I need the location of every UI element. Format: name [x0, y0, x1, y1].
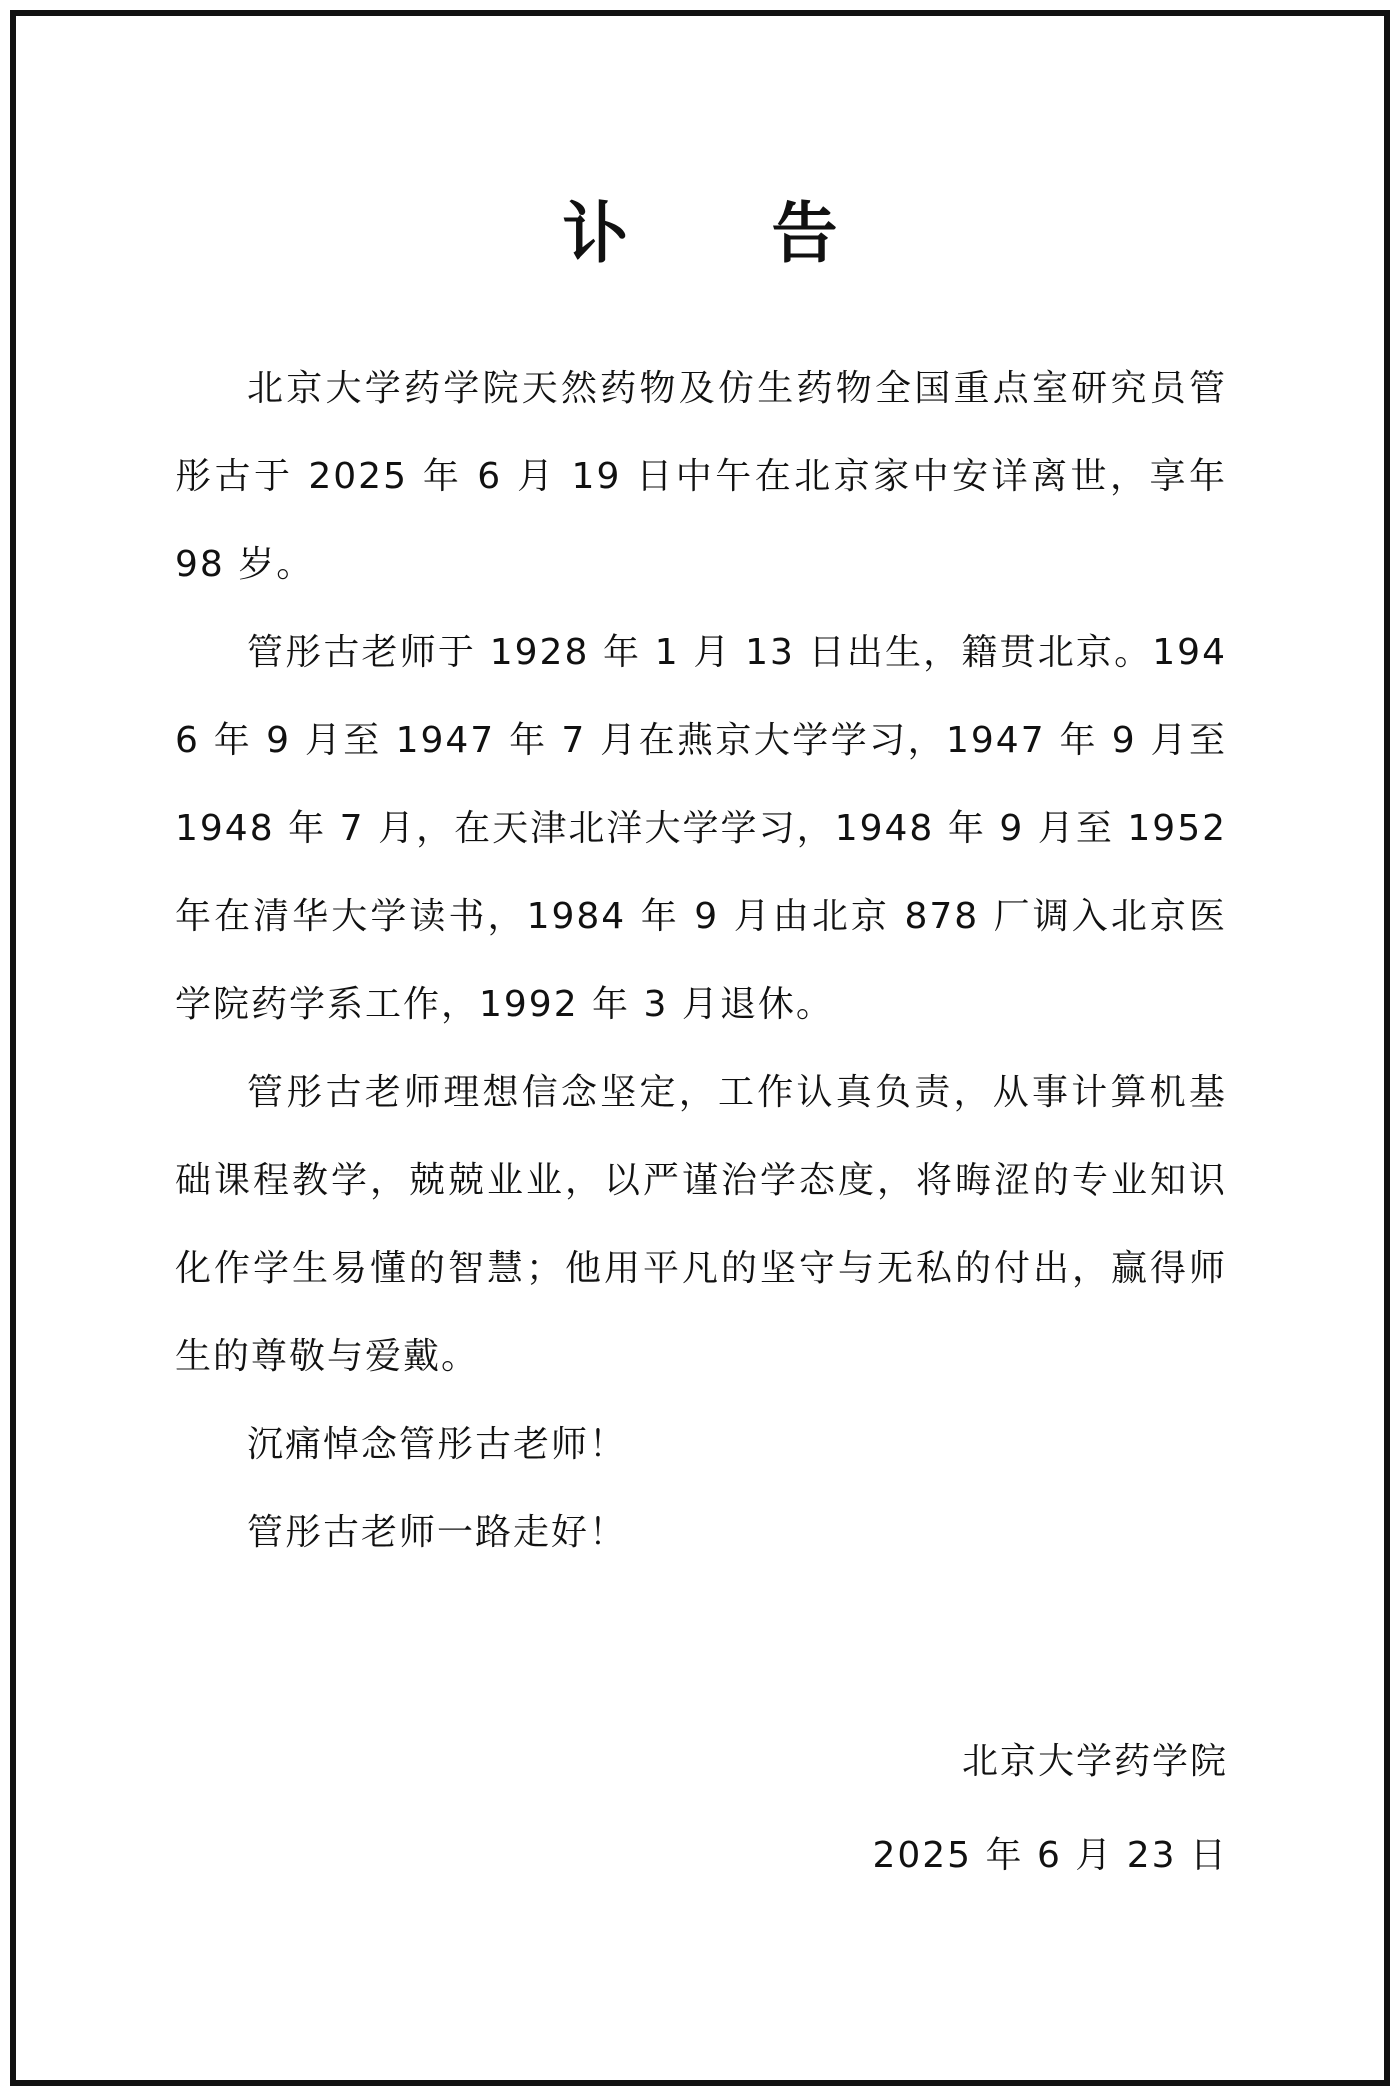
paragraph-tribute: 管彤古老师理想信念坚定，工作认真负责，从事计算机基础课程教学，兢兢业业，以严谨治学态度，将晦涩的专业知识化作学生易懂的智慧；他用平凡的坚守与无私的付出，赢得师生的尊敬与爱戴。: [175, 1072, 1227, 1377]
signature-organization: 北京大学药学院: [961, 1741, 1228, 1782]
closing-line-farewell: 管彤古老师一路走好！: [247, 1512, 628, 1553]
signature-block: [872, 1715, 1228, 1903]
notice-title: 讣 告: [562, 194, 898, 272]
notice-body: [175, 345, 1227, 1577]
closing-line-mourning: 沉痛悼念管彤古老师！: [247, 1424, 628, 1465]
paragraph-biography: 管彤古老师于 1928 年 1 月 13 日出生，籍贯北京。1946 年 9 月至 1947 年 7 月在燕京大学学习，1947 年 9 月至 1948 年 7 月，在天津北洋大学学习，1948 年 9 月至 1952 年在清华大学读书，1984 年 9 月由北京 878 厂调入北京医学院药学系工作，1992 年 3 月退休。: [175, 632, 1227, 1025]
signature-date: 2025 年 6 月 23 日: [872, 1835, 1228, 1876]
paragraph-announcement: 北京大学药学院天然药物及仿生药物全国重点室研究员管彤古于 2025 年 6 月 19 日中午在北京家中安详离世，享年 98 岁。: [175, 368, 1227, 585]
